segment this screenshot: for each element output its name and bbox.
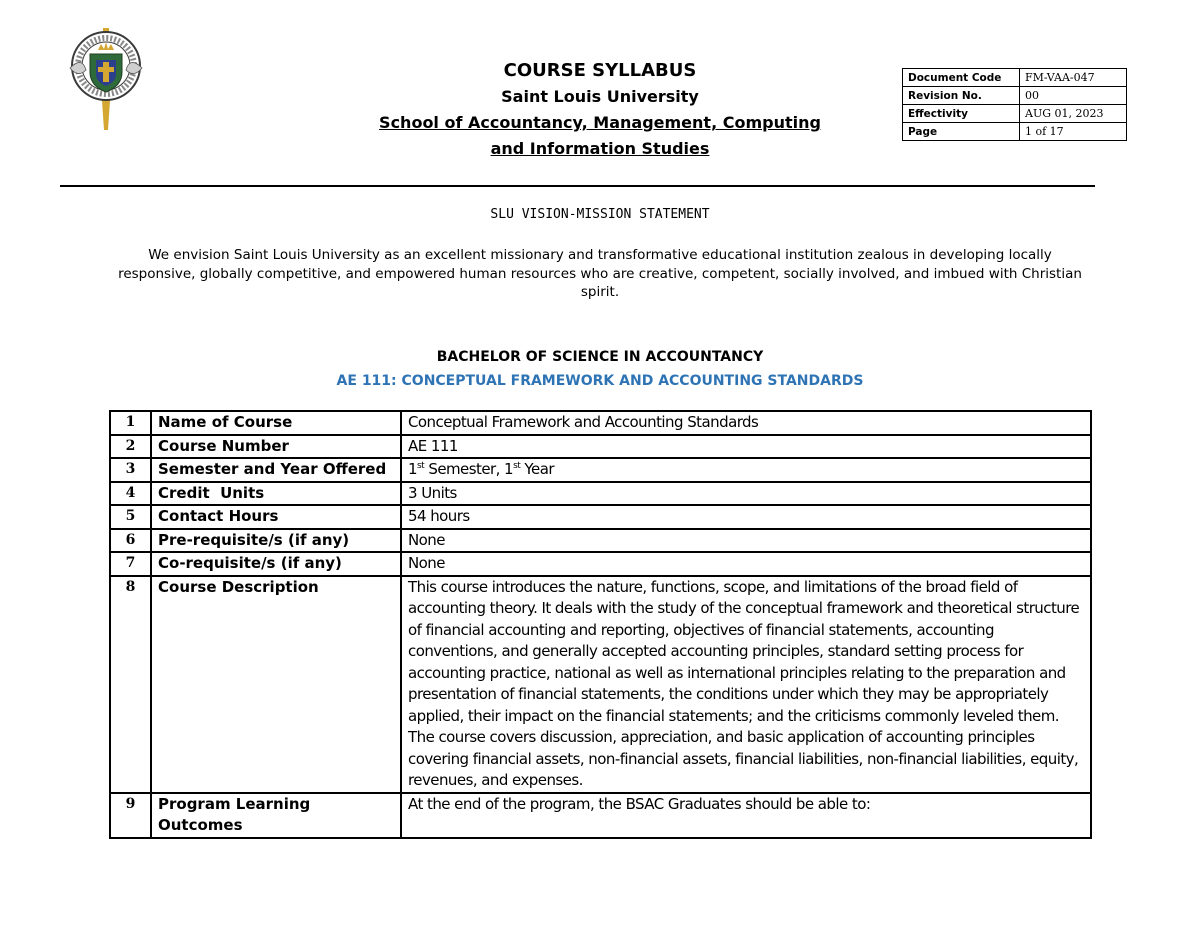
field-value: At the end of the program, the BSAC Graduates should be able to:	[401, 793, 1091, 838]
value-part: Semester, 1	[424, 460, 514, 478]
doc-info-row	[903, 105, 1127, 123]
row-number: 4	[110, 482, 151, 506]
field-label: Program Learning Outcomes	[151, 793, 401, 838]
field-label: Pre-requisite/s (if any)	[151, 529, 401, 553]
row-number: 1	[110, 411, 151, 435]
document-title: COURSE SYLLABUS	[503, 60, 697, 81]
vision-mission-text: We envision Saint Louis University as an excellent missionary and transformative educational institution zealous in developing locally responsive, globally competitive, and empowered human resources who are creative, competent, socially involved, and imbued with Christian spirit.	[118, 247, 1082, 300]
field-label: Credit Units	[151, 482, 401, 506]
field-value: Conceptual Framework and Accounting Standards	[401, 411, 1091, 435]
field-value	[401, 458, 1091, 482]
course-title-heading: AE 111: CONCEPTUAL FRAMEWORK AND ACCOUNTING STANDARDS	[336, 373, 864, 389]
field-value: None	[401, 552, 1091, 576]
doc-info-label: Effectivity	[903, 105, 1020, 123]
university-seal-logo	[66, 26, 146, 134]
table-row	[110, 411, 1091, 435]
course-description: This course introduces the nature, functions, scope, and limitations of the broad field of accounting theory. It deals with the study of the conceptual framework and theoretical structure of financial accounting and reporting, objectives of financial statements, accounting conventions, and generally accepted accounting principles, standard setting process for accounting practice, national as well as international principles relating to the preparation and presentation of financial statements, the conditions under which they may be appropriately applied, their impact on the financial statements; and the criticisms commonly leveled them. The course covers discussion, appreciation, and basic application of accounting principles covering financial assets, non-financial assets, financial liabilities, non-financial liabilities, equity, revenues, and expenses.	[401, 576, 1091, 793]
table-row	[110, 576, 1091, 793]
field-value: None	[401, 529, 1091, 553]
syllabus-header	[330, 58, 870, 162]
program-heading	[0, 345, 1200, 393]
doc-info-label: Document Code	[903, 69, 1020, 87]
table-row	[110, 435, 1091, 459]
school-name-line-1: School of Accountancy, Management, Computing	[379, 113, 821, 132]
ordinal-suffix: st	[513, 461, 521, 471]
doc-info-row	[903, 87, 1127, 105]
doc-info-value: FM-VAA-047	[1020, 69, 1127, 87]
field-value: 54 hours	[401, 505, 1091, 529]
field-label: Course Description	[151, 576, 401, 793]
table-row	[110, 793, 1091, 838]
course-info-table	[109, 410, 1092, 839]
doc-info-label: Page	[903, 123, 1020, 141]
field-label: Course Number	[151, 435, 401, 459]
doc-info-value: 1 of 17	[1020, 123, 1127, 141]
school-name-line-2: and Information Studies	[490, 139, 710, 158]
vision-mission-title: SLU VISION-MISSION STATEMENT	[490, 207, 710, 222]
doc-info-row	[903, 69, 1127, 87]
row-number: 2	[110, 435, 151, 459]
row-number: 3	[110, 458, 151, 482]
table-row	[110, 505, 1091, 529]
field-label: Name of Course	[151, 411, 401, 435]
row-number: 9	[110, 793, 151, 838]
table-row	[110, 482, 1091, 506]
document-info-table	[902, 68, 1127, 141]
row-number: 6	[110, 529, 151, 553]
table-row	[110, 458, 1091, 482]
table-row	[110, 552, 1091, 576]
value-part: 1	[408, 460, 417, 478]
header-divider	[60, 185, 1095, 187]
field-label: Co-requisite/s (if any)	[151, 552, 401, 576]
table-row	[110, 529, 1091, 553]
value-part: Year	[520, 460, 554, 478]
university-name: Saint Louis University	[501, 87, 699, 106]
field-label: Semester and Year Offered	[151, 458, 401, 482]
row-number: 8	[110, 576, 151, 793]
doc-info-value: 00	[1020, 87, 1127, 105]
field-value: AE 111	[401, 435, 1091, 459]
program-name: BACHELOR OF SCIENCE IN ACCOUNTANCY	[436, 349, 764, 365]
field-label: Contact Hours	[151, 505, 401, 529]
doc-info-value: AUG 01, 2023	[1020, 105, 1127, 123]
row-number: 7	[110, 552, 151, 576]
ordinal-suffix: st	[417, 461, 425, 471]
field-value: 3 Units	[401, 482, 1091, 506]
row-number: 5	[110, 505, 151, 529]
doc-info-label: Revision No.	[903, 87, 1020, 105]
doc-info-row	[903, 123, 1127, 141]
